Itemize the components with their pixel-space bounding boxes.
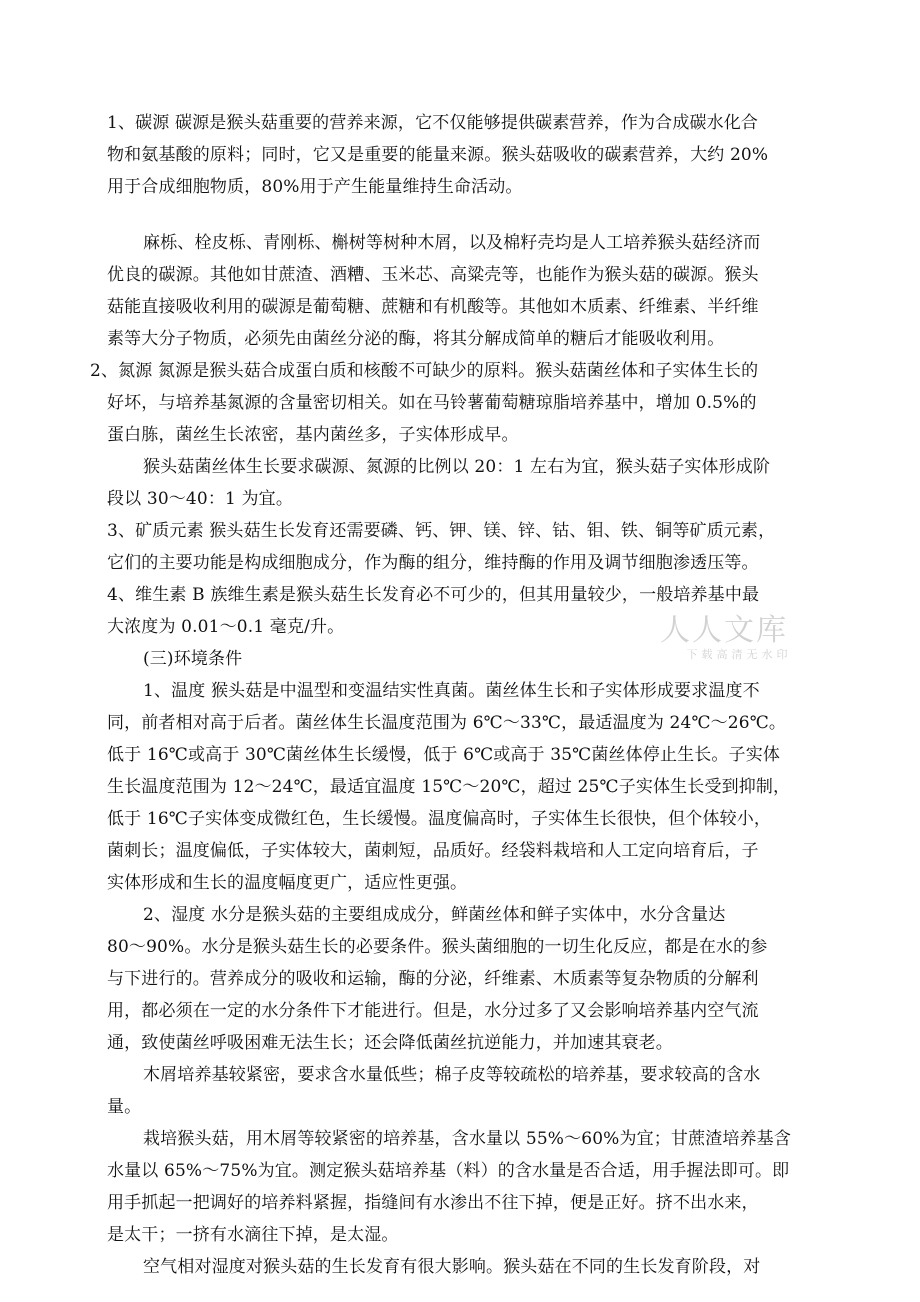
text-line: 实体形成和生长的温度幅度更广，适应性更强。	[107, 873, 468, 893]
text-line: 大浓度为 0.01～0.1 毫克/升。	[107, 617, 345, 637]
watermark	[624, 614, 824, 674]
text-line: 低于 16℃子实体变成微红色，生长缓慢。温度偏高时，子实体生长很快，但个体较小，	[107, 809, 772, 829]
text-line: 通，致使菌丝呼吸困难无法生长；还会降低菌丝抗逆能力，并加速其衰老。	[107, 1033, 673, 1053]
text-line: 它们的主要功能是构成细胞成分，作为酶的组分，维持酶的作用及调节细胞渗透压等。	[107, 553, 759, 573]
text-line: 空气相对湿度对猴头菇的生长发育有很大影响。猴头菇在不同的生长发育阶段，对	[143, 1257, 761, 1277]
watermark-subtitle: 下载高清无水印	[686, 648, 792, 661]
text-line: 水量以 65%～75%为宜。测定猴头菇培养基（料）的含水量是否合适，用手握法即可。即	[107, 1161, 790, 1181]
text-line: 4、维生素 B 族维生素是猴头菇生长发育必不可少的，但其用量较少，一般培养基中最	[107, 585, 760, 605]
text-line: 麻栎、栓皮栎、青刚栎、槲树等树种木屑，以及棉籽壳均是人工培养猴头菇经济而	[143, 233, 761, 253]
text-line: 段以 30～40：1 为宜。	[107, 489, 293, 509]
text-line: 与下进行的。营养成分的吸收和运输，酶的分泌，纤维素、木质素等复杂物质的分解利	[107, 969, 759, 989]
text-line: 1、温度 猴头菇是中温型和变温结实性真菌。菌丝体生长和子实体形成要求温度不	[143, 681, 760, 701]
text-line: 菌刺长；温度偏低，子实体较大，菌刺短，品质好。经袋料栽培和人工定向培育后，子	[107, 841, 759, 861]
text-line: 2、氮源 氮源是猴头菇合成蛋白质和核酸不可缺少的原料。猴头菇菌丝体和子实体生长的	[90, 361, 759, 381]
text-line: 蛋白胨，菌丝生长浓密，基内菌丝多，子实体形成早。	[107, 425, 519, 445]
text-line: 优良的碳源。其他如甘蔗渣、酒糟、玉米芯、高粱壳等，也能作为猴头菇的碳源。猴头	[107, 265, 759, 285]
text-line: 物和氨基酸的原料；同时，它又是重要的能量来源。猴头菇吸收的碳素营养，大约 20%	[107, 145, 769, 165]
text-line: 好坏，与培养基氮源的含量密切相关。如在马铃薯葡萄糖琼脂培养基中，增加 0.5%的	[107, 393, 757, 413]
text-line: 低于 16℃或高于 30℃菌丝体生长缓慢，低于 6℃或高于 35℃菌丝体停止生长。子实体	[107, 745, 780, 765]
text-line: 猴头菇菌丝体生长要求碳源、氮源的比例以 20：1 左右为宜，猴头菇子实体形成阶	[143, 457, 771, 477]
text-line: 3、矿质元素 猴头菇生长发育还需要磷、钙、钾、镁、锌、钴、钼、铁、铜等矿质元素，	[107, 521, 776, 541]
text-line: 1、碳源 碳源是猴头菇重要的营养来源，它不仅能够提供碳素营养，作为合成碳水化合	[107, 113, 759, 133]
text-line: 木屑培养基较紧密，要求含水量低些；棉子皮等较疏松的培养基，要求较高的含水	[143, 1065, 761, 1085]
text-line: 用手抓起一把调好的培养料紧握，指缝间有水渗出不往下掉，便是正好。挤不出水来，	[107, 1193, 759, 1213]
text-line: 用于合成细胞物质，80%用于产生能量维持生命活动。	[107, 177, 523, 197]
text-line: 生长温度范围为 12～24℃，最适宜温度 15℃～20℃，超过 25℃子实体生长受到抑制，	[107, 777, 791, 797]
watermark-title: 人人文库	[660, 613, 788, 648]
text-line: 菇能直接吸收利用的碳源是葡萄糖、蔗糖和有机酸等。其他如木质素、纤维素、半纤维	[107, 297, 759, 317]
text-line: 栽培猴头菇，用木屑等较紧密的培养基，含水量以 55%～60%为宜；甘蔗渣培养基含	[143, 1129, 791, 1149]
text-line: 80～90%。水分是猴头菇生长的必要条件。猴头菌细胞的一切生化反应，都是在水的参	[107, 937, 768, 957]
text-line: 2、湿度 水分是猴头菇的主要组成成分，鲜菌丝体和鲜子实体中，水分含量达	[143, 905, 726, 925]
text-line: 是太干；一挤有水滴往下掉，是太湿。	[107, 1225, 399, 1245]
text-line: 量。	[107, 1097, 142, 1117]
text-line: 用，都必须在一定的水分条件下才能进行。但是，水分过多了又会影响培养基内空气流	[107, 1001, 759, 1021]
section-heading: (三)环境条件	[143, 649, 243, 669]
text-line: 素等大分子物质，必须先由菌丝分泌的酶，将其分解成简单的糖后才能吸收利用。	[107, 329, 725, 349]
text-line: 同，前者相对高于后者。菌丝体生长温度范围为 6℃～33℃，最适温度为 24℃～26℃。	[107, 713, 787, 733]
